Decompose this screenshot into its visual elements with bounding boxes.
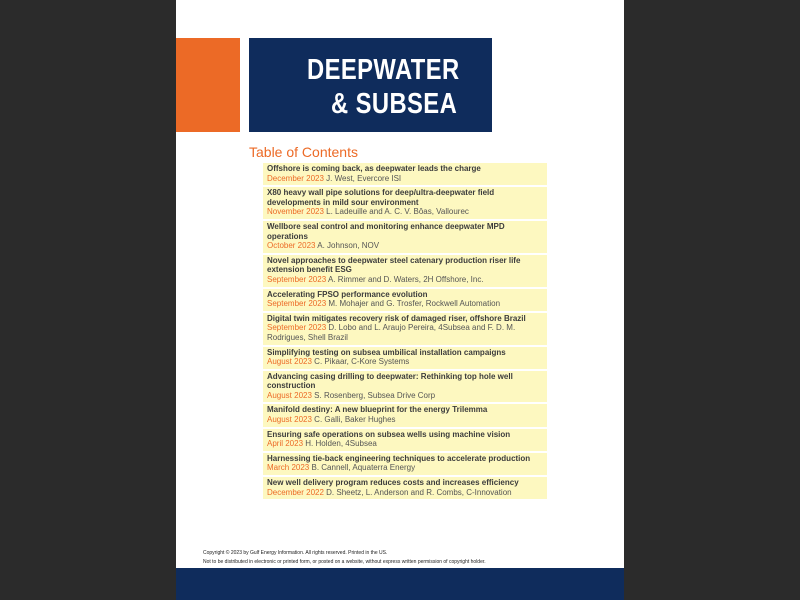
toc-entry-authors: D. Lobo and L. Araujo Pereira, 4Subsea and F. D. M. Rodrigues, Shell Brazil — [267, 323, 516, 342]
toc-entry-authors: A. Johnson, NOV — [317, 241, 380, 251]
toc-entry-authors: D. Sheetz, L. Anderson and R. Combs, C-Innovation — [326, 487, 512, 497]
toc-entry[interactable] — [263, 371, 547, 403]
toc-entry-title[interactable]: Ensuring safe operations on subsea wells using machine vision — [267, 429, 511, 439]
toc-entry-title[interactable]: Harnessing tie-back engineering techniques to accelerate production — [267, 453, 531, 463]
toc-entry-date: October 2023 — [267, 241, 316, 251]
toc-entry-date: August 2023 — [267, 390, 312, 400]
toc-entry-date: September 2023 — [267, 274, 327, 284]
toc-entry-date: December 2022 — [267, 487, 324, 497]
toc-entry-authors: M. Mohajer and G. Trosfer, Rockwell Automation — [328, 299, 501, 309]
toc-entry[interactable] — [263, 255, 547, 287]
toc-entry-date: August 2023 — [267, 357, 312, 367]
toc-entry[interactable] — [263, 477, 547, 499]
banner-line-2: & SUBSEA — [331, 88, 458, 120]
copyright-footer — [203, 549, 486, 567]
toc-entry-date: December 2023 — [267, 173, 324, 183]
toc-entry-date: September 2023 — [267, 299, 327, 309]
toc-entry-authors: L. Ladeuille and A. C. V. Bôas, Vallourec — [326, 207, 469, 217]
toc-entry[interactable] — [263, 429, 547, 451]
distribution-notice: Not to be distributed in electronic or printed form, or posted on a website, without express written permission of copyright holder. — [203, 559, 486, 565]
toc-entry[interactable] — [263, 163, 547, 185]
toc-entry-authors: A. Rimmer and D. Waters, 2H Offshore, Inc. — [327, 274, 484, 284]
toc-entry-title[interactable]: Simplifying testing on subsea umbilical installation campaigns — [267, 347, 506, 357]
toc-entry-date: September 2023 — [267, 323, 327, 333]
toc-entry[interactable] — [263, 289, 547, 311]
toc-entry-title[interactable]: Advancing casing drilling to deepwater: Rethinking top hole well construction — [267, 371, 513, 391]
document-page — [176, 0, 624, 600]
banner-line-1: DEEPWATER — [307, 54, 460, 86]
toc-entry[interactable] — [263, 187, 547, 219]
toc-entry-title[interactable]: Wellbore seal control and monitoring enhance deepwater MPD operations — [267, 221, 505, 241]
toc-entry-title[interactable]: New well delivery program reduces costs and increases efficiency — [267, 478, 519, 488]
toc-entry-title[interactable]: X80 heavy wall pipe solutions for deep/ultra-deepwater field developments in mild sour environment — [267, 188, 495, 207]
toc-entry-date: April 2023 — [267, 439, 304, 449]
copyright-line: Copyright © 2023 by Gulf Energy Information. All rights reserved. Printed in the US. — [203, 550, 388, 556]
toc-entry[interactable] — [263, 221, 547, 253]
bottom-bar — [176, 568, 624, 600]
toc-entry[interactable] — [263, 347, 547, 369]
toc-entry[interactable] — [263, 404, 547, 426]
toc-entry[interactable] — [263, 453, 547, 475]
header-banner — [249, 38, 492, 132]
toc-entry-title[interactable]: Accelerating FPSO performance evolution — [267, 289, 428, 299]
toc-entry-title[interactable]: Offshore is coming back, as deepwater leads the charge — [267, 164, 481, 173]
toc-entry-authors: C. Galli, Baker Hughes — [314, 415, 396, 425]
toc-list — [263, 163, 547, 501]
toc-title: Table of Contents — [249, 144, 358, 160]
toc-entry-date: August 2023 — [267, 415, 312, 425]
toc-entry-authors: H. Holden, 4Subsea — [305, 439, 377, 449]
toc-entry-title[interactable]: Manifold destiny: A new blueprint for the energy Trilemma — [267, 405, 488, 415]
toc-entry-authors: B. Cannell, Aquaterra Energy — [311, 463, 416, 473]
toc-entry-date: November 2023 — [267, 207, 324, 217]
orange-accent-block — [176, 38, 240, 132]
toc-entry-authors: J. West, Evercore ISI — [326, 173, 402, 183]
toc-entry-authors: S. Rosenberg, Subsea Drive Corp — [314, 390, 436, 400]
toc-entry-date: March 2023 — [267, 463, 310, 473]
toc-entry[interactable] — [263, 313, 547, 345]
toc-entry-title[interactable]: Novel approaches to deepwater steel catenary production riser life extension benefit ESG — [267, 255, 521, 275]
toc-entry-authors: C. Pikaar, C-Kore Systems — [314, 357, 410, 367]
toc-entry-title[interactable]: Digital twin mitigates recovery risk of damaged riser, offshore Brazil — [267, 313, 526, 323]
